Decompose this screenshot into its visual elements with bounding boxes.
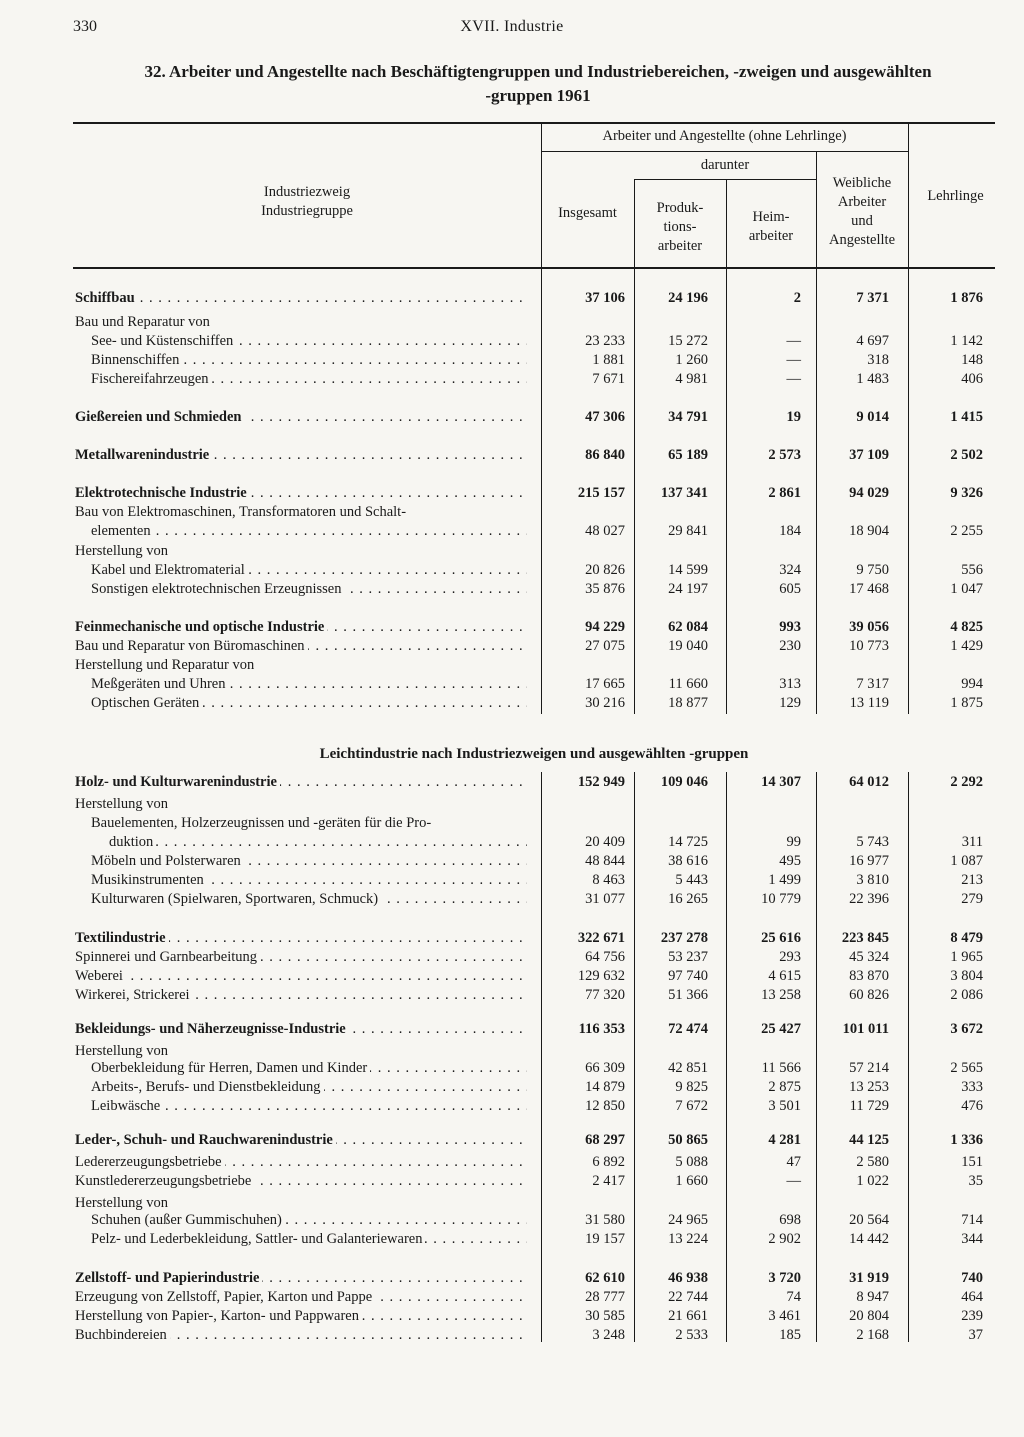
cell-weibliche: 7 317 — [856, 676, 889, 692]
cell-weibliche: 8 947 — [856, 1289, 889, 1305]
cell-heimarbeiter: 13 258 — [761, 987, 801, 1003]
row-label: Schuhen (außer Gummischuhen) . . . — [91, 1211, 527, 1230]
cell-lehrlinge: 2 502 — [950, 447, 983, 463]
table-row — [0, 1078, 1024, 1097]
cell-lehrlinge: 9 326 — [950, 485, 983, 501]
table-row — [0, 561, 1024, 580]
cell-produktionsarbeiter: 50 865 — [668, 1132, 708, 1148]
cell-weibliche: 20 564 — [849, 1212, 889, 1228]
row-label: Elektrotechnische Industrie . . . — [75, 484, 527, 503]
cell-lehrlinge: 2 292 — [950, 774, 983, 790]
cell-heimarbeiter: 25 616 — [761, 930, 801, 946]
cell-produktionsarbeiter: 18 877 — [668, 695, 708, 711]
table-row — [0, 967, 1024, 986]
cell-weibliche: 20 804 — [849, 1308, 889, 1324]
row-label: Wirkerei, Strickerei . . . — [75, 986, 527, 1005]
cell-produktionsarbeiter: 9 825 — [675, 1079, 708, 1095]
cell-weibliche: 45 324 — [849, 949, 889, 965]
cell-insgesamt: 86 840 — [585, 447, 625, 463]
cell-produktionsarbeiter: 4 981 — [675, 371, 708, 387]
header-heimarbeiter — [726, 208, 816, 246]
row-label: Buchbindereien . . . — [75, 1326, 527, 1345]
row-label: Oberbekleidung für Herren, Damen und Kinder . . . — [91, 1059, 527, 1078]
cell-produktionsarbeiter: 16 265 — [668, 891, 708, 907]
cell-weibliche: 223 845 — [841, 930, 889, 946]
cell-lehrlinge: 151 — [961, 1154, 983, 1170]
cell-lehrlinge: 1 875 — [950, 695, 983, 711]
cell-lehrlinge: 4 825 — [950, 619, 983, 635]
cell-insgesamt: 3 248 — [592, 1327, 625, 1343]
row-label: Herstellung von — [75, 1042, 527, 1061]
header-rule-group — [541, 151, 908, 152]
cell-heimarbeiter: 25 427 — [761, 1021, 801, 1037]
chapter-header: XVII. Industrie — [460, 18, 564, 35]
cell-insgesamt: 31 077 — [585, 891, 625, 907]
header-weibl-line-4: Angestellte — [828, 232, 896, 248]
cell-lehrlinge: 279 — [961, 891, 983, 907]
row-label: elementen . . . — [91, 522, 527, 541]
cell-produktionsarbeiter: 7 672 — [675, 1098, 708, 1114]
cell-produktionsarbeiter: 13 224 — [668, 1231, 708, 1247]
row-label: Ledererzeugungsbetriebe . . . — [75, 1153, 527, 1172]
cell-lehrlinge: 2 086 — [950, 987, 983, 1003]
cell-heimarbeiter: 4 615 — [768, 968, 801, 984]
cell-insgesamt: 322 671 — [577, 930, 625, 946]
stub-header-line-1: Industriezweig — [263, 184, 351, 200]
table-row — [0, 484, 1024, 503]
cell-lehrlinge: 406 — [961, 371, 983, 387]
cell-lehrlinge: 333 — [961, 1079, 983, 1095]
cell-weibliche: 4 697 — [856, 333, 889, 349]
cell-heimarbeiter: 74 — [786, 1289, 801, 1305]
table-row — [0, 351, 1024, 370]
table-row — [0, 871, 1024, 890]
row-label: Textilindustrie . . . — [75, 929, 527, 948]
row-label: Erzeugung von Zellstoff, Papier, Karton und Pappe . . . — [75, 1288, 527, 1307]
cell-lehrlinge: 3 804 — [950, 968, 983, 984]
table-row — [0, 694, 1024, 713]
row-label: Herstellung von — [75, 542, 527, 561]
cell-weibliche: 94 029 — [849, 485, 889, 501]
cell-weibliche: 39 056 — [849, 619, 889, 635]
cell-produktionsarbeiter: 5 088 — [675, 1154, 708, 1170]
row-label: Leder-, Schuh- und Rauchwarenindustrie . . . — [75, 1131, 527, 1150]
table-row — [0, 929, 1024, 948]
row-label: Metallwarenindustrie . . . — [75, 446, 527, 465]
table-row — [0, 332, 1024, 351]
cell-heimarbeiter: 2 861 — [768, 485, 801, 501]
group-header: Arbeiter und Angestellte (ohne Lehrlinge) — [602, 128, 847, 144]
cell-heimarbeiter: 605 — [779, 581, 801, 597]
cell-weibliche: 7 371 — [856, 290, 889, 306]
cell-insgesamt: 77 320 — [585, 987, 625, 1003]
table-row — [0, 289, 1024, 308]
table-row — [0, 1326, 1024, 1345]
cell-weibliche: 37 109 — [849, 447, 889, 463]
table-row — [0, 542, 1024, 561]
darunter-header: darunter — [700, 157, 750, 173]
cell-produktionsarbeiter: 14 599 — [668, 562, 708, 578]
cell-produktionsarbeiter: 38 616 — [668, 853, 708, 869]
cell-insgesamt: 66 309 — [585, 1060, 625, 1076]
cell-lehrlinge: 3 672 — [950, 1021, 983, 1037]
row-label: Meßgeräten und Uhren . . . — [91, 675, 527, 694]
cell-insgesamt: 28 777 — [585, 1289, 625, 1305]
cell-lehrlinge: 148 — [961, 352, 983, 368]
table-title-line-1: 32. Arbeiter und Angestellte nach Beschäftigtengruppen und Industriebereichen, -zweigen und ausgewählten — [144, 62, 932, 81]
cell-insgesamt: 215 157 — [577, 485, 625, 501]
cell-lehrlinge: 8 479 — [950, 930, 983, 946]
cell-heimarbeiter: — — [786, 333, 801, 349]
cell-heimarbeiter: 11 566 — [761, 1060, 801, 1076]
cell-heimarbeiter: — — [786, 371, 801, 387]
cell-heimarbeiter: 495 — [779, 853, 801, 869]
cell-lehrlinge: 35 — [968, 1173, 983, 1189]
cell-heimarbeiter: — — [786, 1173, 801, 1189]
cell-insgesamt: 35 876 — [585, 581, 625, 597]
header-weibl-line-3: und — [851, 213, 873, 229]
header-lehrlinge: Lehrlinge — [927, 188, 984, 204]
row-label: Bekleidungs- und Näherzeugnisse-Industrie . . . — [75, 1020, 527, 1039]
table-row — [0, 1230, 1024, 1249]
table-row — [0, 503, 1024, 522]
table-row — [0, 656, 1024, 675]
row-label: Möbeln und Polsterwaren . . . — [91, 852, 527, 871]
cell-weibliche: 18 904 — [849, 523, 889, 539]
cell-produktionsarbeiter: 15 272 — [668, 333, 708, 349]
cell-heimarbeiter: 2 902 — [768, 1231, 801, 1247]
table-row — [0, 773, 1024, 792]
table-row — [0, 1131, 1024, 1150]
cell-insgesamt: 62 610 — [585, 1270, 625, 1286]
cell-insgesamt: 129 632 — [577, 968, 625, 984]
cell-weibliche: 22 396 — [849, 891, 889, 907]
cell-lehrlinge: 994 — [961, 676, 983, 692]
cell-produktionsarbeiter: 72 474 — [668, 1021, 708, 1037]
cell-insgesamt: 116 353 — [578, 1021, 625, 1037]
cell-heimarbeiter: 2 875 — [768, 1079, 801, 1095]
cell-heimarbeiter: 230 — [779, 638, 801, 654]
row-label: Optischen Geräten . . . — [91, 694, 527, 713]
cell-insgesamt: 19 157 — [585, 1231, 625, 1247]
table-row — [0, 1288, 1024, 1307]
table-row — [0, 833, 1024, 852]
row-label: Sonstigen elektrotechnischen Erzeugnissen . . . — [91, 580, 527, 599]
cell-insgesamt: 12 850 — [585, 1098, 625, 1114]
cell-produktionsarbeiter: 22 744 — [668, 1289, 708, 1305]
header-rule-darunter — [634, 179, 816, 180]
cell-weibliche: 13 253 — [849, 1079, 889, 1095]
cell-weibliche: 1 022 — [856, 1173, 889, 1189]
table-row — [0, 1172, 1024, 1191]
table-row — [0, 814, 1024, 833]
header-weibl-line-2: Arbeiter — [837, 194, 887, 210]
header-heim-line-1: Heim- — [752, 209, 790, 225]
cell-weibliche: 101 011 — [842, 1021, 889, 1037]
cell-produktionsarbeiter: 19 040 — [668, 638, 708, 654]
cell-weibliche: 9 750 — [856, 562, 889, 578]
cell-heimarbeiter: 129 — [779, 695, 801, 711]
stub-header — [73, 183, 541, 221]
cell-lehrlinge: 239 — [961, 1308, 983, 1324]
cell-produktionsarbeiter: 24 197 — [668, 581, 708, 597]
cell-produktionsarbeiter: 53 237 — [668, 949, 708, 965]
row-label: Spinnerei und Garnbearbeitung . . . — [75, 948, 527, 967]
table-row — [0, 852, 1024, 871]
cell-heimarbeiter: 4 281 — [768, 1132, 801, 1148]
table-row — [0, 1059, 1024, 1078]
cell-weibliche: 60 826 — [849, 987, 889, 1003]
row-label: Feinmechanische und optische Industrie . . . — [75, 618, 527, 637]
table-top-rule — [73, 122, 995, 124]
cell-heimarbeiter: 3 501 — [768, 1098, 801, 1114]
table-row — [0, 618, 1024, 637]
cell-produktionsarbeiter: 1 260 — [675, 352, 708, 368]
row-label: Herstellung und Reparatur von — [75, 656, 527, 675]
row-label: Kulturwaren (Spielwaren, Sportwaren, Schmuck) . . . — [91, 890, 527, 909]
section-title-leichtindustrie: Leichtindustrie nach Industriezweigen und ausgewählten -gruppen — [319, 746, 749, 762]
cell-insgesamt: 152 949 — [577, 774, 625, 790]
cell-insgesamt: 94 229 — [585, 619, 625, 635]
cell-lehrlinge: 37 — [968, 1327, 983, 1343]
cell-produktionsarbeiter: 11 660 — [668, 676, 708, 692]
cell-lehrlinge: 740 — [961, 1270, 983, 1286]
cell-heimarbeiter: 313 — [779, 676, 801, 692]
cell-weibliche: 44 125 — [849, 1132, 889, 1148]
cell-heimarbeiter: 3 720 — [768, 1270, 801, 1286]
cell-heimarbeiter: 3 461 — [768, 1308, 801, 1324]
cell-lehrlinge: 1 336 — [950, 1132, 983, 1148]
cell-weibliche: 64 012 — [849, 774, 889, 790]
cell-heimarbeiter: 184 — [779, 523, 801, 539]
cell-produktionsarbeiter: 24 965 — [668, 1212, 708, 1228]
cell-weibliche: 2 580 — [856, 1154, 889, 1170]
cell-insgesamt: 68 297 — [585, 1132, 625, 1148]
cell-lehrlinge: 1 876 — [950, 290, 983, 306]
row-label: Pelz- und Lederbekleidung, Sattler- und Galanteriewaren . . . — [91, 1230, 527, 1249]
cell-produktionsarbeiter: 42 851 — [668, 1060, 708, 1076]
cell-heimarbeiter: 47 — [786, 1154, 801, 1170]
cell-weibliche: 10 773 — [849, 638, 889, 654]
row-label: Kunstledererzeugungsbetriebe . . . — [75, 1172, 527, 1191]
cell-insgesamt: 48 844 — [585, 853, 625, 869]
row-label: Bau von Elektromaschinen, Transformatoren und Schalt- — [75, 503, 527, 522]
cell-produktionsarbeiter: 51 366 — [668, 987, 708, 1003]
row-label: duktion . . . — [109, 833, 527, 852]
cell-produktionsarbeiter: 21 661 — [668, 1308, 708, 1324]
stub-header-line-2: Industriegruppe — [261, 203, 353, 219]
cell-heimarbeiter: 993 — [779, 619, 801, 635]
row-label: Gießereien und Schmieden . . . — [75, 408, 527, 427]
row-label: Bauelementen, Holzerzeugnissen und -geräten für die Pro- — [91, 814, 527, 833]
cell-weibliche: 3 810 — [856, 872, 889, 888]
page-number: 330 — [73, 18, 97, 35]
cell-insgesamt: 1 881 — [592, 352, 625, 368]
table-row — [0, 1097, 1024, 1116]
cell-weibliche: 2 168 — [856, 1327, 889, 1343]
cell-produktionsarbeiter: 62 084 — [668, 619, 708, 635]
cell-weibliche: 83 870 — [849, 968, 889, 984]
cell-produktionsarbeiter: 97 740 — [668, 968, 708, 984]
row-label: Weberei . . . — [75, 967, 527, 986]
table-row — [0, 1211, 1024, 1230]
table-row — [0, 522, 1024, 541]
cell-produktionsarbeiter: 109 046 — [660, 774, 708, 790]
row-label: Herstellung von — [75, 795, 527, 814]
row-label: Musikinstrumenten . . . — [91, 871, 527, 890]
header-weibl-line-1: Weibliche — [832, 175, 892, 191]
header-prod-line-3: arbeiter — [657, 238, 703, 254]
cell-lehrlinge: 1 142 — [950, 333, 983, 349]
cell-heimarbeiter: 1 499 — [768, 872, 801, 888]
cell-weibliche: 318 — [867, 352, 889, 368]
cell-produktionsarbeiter: 2 533 — [675, 1327, 708, 1343]
cell-insgesamt: 31 580 — [585, 1212, 625, 1228]
cell-insgesamt: 6 892 — [592, 1154, 625, 1170]
cell-lehrlinge: 1 087 — [950, 853, 983, 869]
cell-heimarbeiter: — — [786, 352, 801, 368]
cell-produktionsarbeiter: 24 196 — [668, 290, 708, 306]
table-row — [0, 1020, 1024, 1039]
cell-insgesamt: 20 826 — [585, 562, 625, 578]
cell-lehrlinge: 476 — [961, 1098, 983, 1114]
cell-lehrlinge: 1 429 — [950, 638, 983, 654]
header-weibliche — [816, 174, 908, 250]
cell-weibliche: 11 729 — [849, 1098, 889, 1114]
cell-insgesamt: 2 417 — [592, 1173, 625, 1189]
cell-produktionsarbeiter: 65 189 — [668, 447, 708, 463]
cell-heimarbeiter: 2 573 — [768, 447, 801, 463]
cell-weibliche: 5 743 — [856, 834, 889, 850]
cell-weibliche: 31 919 — [849, 1270, 889, 1286]
cell-weibliche: 1 483 — [856, 371, 889, 387]
cell-lehrlinge: 213 — [961, 872, 983, 888]
cell-insgesamt: 47 306 — [585, 409, 625, 425]
cell-lehrlinge: 714 — [961, 1212, 983, 1228]
table-row — [0, 446, 1024, 465]
cell-heimarbeiter: 185 — [779, 1327, 801, 1343]
cell-lehrlinge: 556 — [961, 562, 983, 578]
header-insgesamt: Insgesamt — [558, 205, 617, 221]
cell-lehrlinge: 464 — [961, 1289, 983, 1305]
table-title-line-2: -gruppen 1961 — [485, 86, 591, 105]
cell-heimarbeiter: 14 307 — [761, 774, 801, 790]
cell-insgesamt: 23 233 — [585, 333, 625, 349]
cell-heimarbeiter: 99 — [786, 834, 801, 850]
table-row — [0, 890, 1024, 909]
cell-produktionsarbeiter: 1 660 — [675, 1173, 708, 1189]
cell-produktionsarbeiter: 14 725 — [668, 834, 708, 850]
cell-insgesamt: 27 075 — [585, 638, 625, 654]
cell-insgesamt: 64 756 — [585, 949, 625, 965]
table-row — [0, 795, 1024, 814]
table-row — [0, 675, 1024, 694]
cell-insgesamt: 20 409 — [585, 834, 625, 850]
cell-produktionsarbeiter: 237 278 — [660, 930, 708, 946]
cell-weibliche: 16 977 — [849, 853, 889, 869]
cell-heimarbeiter: 2 — [793, 290, 801, 306]
cell-lehrlinge: 1 047 — [950, 581, 983, 597]
header-bottom-rule — [73, 267, 995, 269]
table-row — [0, 1307, 1024, 1326]
row-label: Zellstoff- und Papierindustrie . . . — [75, 1269, 527, 1288]
table-title — [73, 60, 1003, 108]
row-label: Bau und Reparatur von — [75, 313, 527, 332]
cell-weibliche: 9 014 — [856, 409, 889, 425]
cell-lehrlinge: 2 565 — [950, 1060, 983, 1076]
header-prod-line-1: Produk- — [656, 200, 704, 216]
cell-insgesamt: 8 463 — [592, 872, 625, 888]
row-label: Arbeits-, Berufs- und Dienstbekleidung . . . — [91, 1078, 527, 1097]
row-label: Bau und Reparatur von Büromaschinen . . . — [75, 637, 527, 656]
row-label: Herstellung von Papier-, Karton- und Pappwaren . . . — [75, 1307, 527, 1326]
cell-lehrlinge: 1 965 — [950, 949, 983, 965]
row-label: Schiffbau . . . — [75, 289, 527, 308]
row-label: Leibwäsche . . . — [91, 1097, 527, 1116]
cell-insgesamt: 7 671 — [592, 371, 625, 387]
table-row — [0, 948, 1024, 967]
row-label: Herstellung von — [75, 1194, 527, 1213]
row-label: Binnenschiffen . . . — [91, 351, 527, 370]
table-row — [0, 637, 1024, 656]
row-label: See- und Küstenschiffen . . . — [91, 332, 527, 351]
table-row — [0, 580, 1024, 599]
cell-heimarbeiter: 324 — [779, 562, 801, 578]
table-row — [0, 1269, 1024, 1288]
cell-insgesamt: 14 879 — [585, 1079, 625, 1095]
cell-lehrlinge: 311 — [961, 834, 983, 850]
header-prod-line-2: tions- — [663, 219, 697, 235]
cell-insgesamt: 30 585 — [585, 1308, 625, 1324]
table-row — [0, 313, 1024, 332]
row-label: Fischereifahrzeugen . . . — [91, 370, 527, 389]
cell-lehrlinge: 1 415 — [950, 409, 983, 425]
cell-heimarbeiter: 698 — [779, 1212, 801, 1228]
table-row — [0, 370, 1024, 389]
cell-heimarbeiter: 10 779 — [761, 891, 801, 907]
cell-weibliche: 17 468 — [849, 581, 889, 597]
cell-heimarbeiter: 293 — [779, 949, 801, 965]
cell-produktionsarbeiter: 46 938 — [668, 1270, 708, 1286]
cell-produktionsarbeiter: 137 341 — [660, 485, 708, 501]
row-label: Kabel und Elektromaterial . . . — [91, 561, 527, 580]
cell-weibliche: 14 442 — [849, 1231, 889, 1247]
table-row — [0, 986, 1024, 1005]
table-row — [0, 408, 1024, 427]
cell-produktionsarbeiter: 34 791 — [668, 409, 708, 425]
header-heim-line-2: arbeiter — [748, 228, 794, 244]
cell-insgesamt: 30 216 — [585, 695, 625, 711]
cell-lehrlinge: 2 255 — [950, 523, 983, 539]
cell-insgesamt: 37 106 — [585, 290, 625, 306]
cell-weibliche: 57 214 — [849, 1060, 889, 1076]
cell-insgesamt: 48 027 — [585, 523, 625, 539]
row-label: Holz- und Kulturwarenindustrie . . . — [75, 773, 527, 792]
cell-produktionsarbeiter: 29 841 — [668, 523, 708, 539]
table-row — [0, 1153, 1024, 1172]
header-produktionsarbeiter — [634, 199, 726, 256]
cell-produktionsarbeiter: 5 443 — [675, 872, 708, 888]
cell-lehrlinge: 344 — [961, 1231, 983, 1247]
cell-heimarbeiter: 19 — [786, 409, 801, 425]
cell-weibliche: 13 119 — [849, 695, 889, 711]
cell-insgesamt: 17 665 — [585, 676, 625, 692]
